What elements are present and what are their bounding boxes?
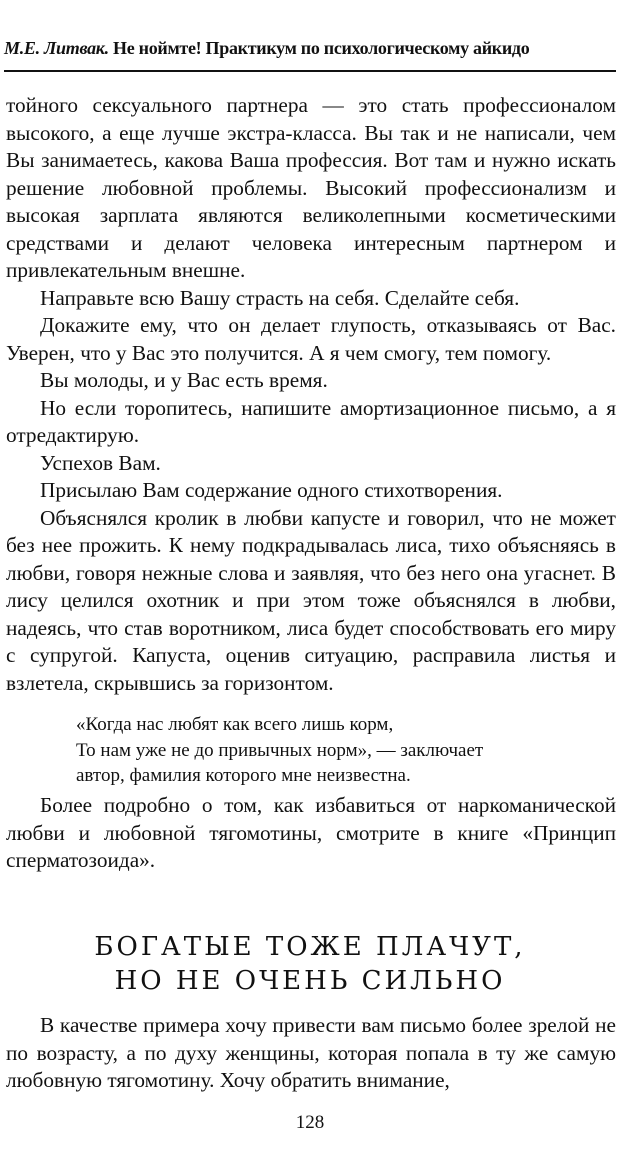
paragraph: Объяснялся кролик в любви капусте и говорил, что не может без нее прожить. К нему подкрадывалась лиса, тихо объясняясь в любви, говоря нежные слова и заявляя, что без него она угаснет. В лису целился охотник и при этом тоже объяснялся в любви, надеясь, что став воротником, лиса будет способствовать его миру с супругой. Капуста, оценив ситуацию, расправила листья и взлетела, скрывшись за горизонтом. (6, 505, 616, 695)
paragraph: Вы молоды, и у Вас есть время. (40, 368, 328, 392)
paragraph: Но если торопитесь, напишите амортизационное письмо, а я отредактирую. (6, 395, 616, 447)
after-quote-text (6, 792, 616, 875)
quote-line: То нам уже не до привычных норм», — заключает (76, 739, 484, 761)
poem-quote (76, 712, 596, 789)
header-rule (4, 70, 616, 72)
page-number: 128 (295, 1112, 325, 1133)
section-heading (0, 930, 620, 998)
paragraph: Присылаю Вам содержание одного стихотворения. (40, 478, 503, 502)
paragraph: В качестве примера хочу привести вам письмо более зрелой не по возрасту, а по духу женщины, которая попала в ту же самую любовную тягомотину. Хочу обратить внимание, (6, 1013, 616, 1092)
section-heading-line: НО НЕ ОЧЕНЬ СИЛЬНО (114, 966, 506, 996)
paragraph: Докажите ему, что он делает глупость, отказываясь от Вас. Уверен, что у Вас это получится. А я чем смогу, тем помогу. (6, 313, 616, 365)
running-head (4, 38, 616, 59)
main-text (6, 92, 616, 697)
running-head-author: М.Е. Литвак. (4, 38, 109, 58)
paragraph: Более подробно о том, как избавиться от наркоманической любви и любовной тягомотины, смотрите в книге «Принцип сперматозоида». (6, 793, 616, 872)
quote-line: автор, фамилия которого мне неизвестна. (76, 765, 411, 786)
section-heading-line: БОГАТЫЕ ТОЖЕ ПЛАЧУТ, (94, 932, 526, 962)
paragraph: Направьте всю Вашу страсть на себя. Сделайте себя. (40, 285, 520, 310)
section-text (6, 1012, 616, 1095)
paragraph: Успехов Вам. (40, 450, 161, 475)
running-head-title: Не ноймте! Практикум по психологическому айкидо (113, 38, 530, 58)
paragraph: тойного сексуального партнера — это стать профессионалом высокого, а еще лучше экстра-класса. Вы так и не написали, чем Вы занимаетесь, какова Ваша профессия. Вот там и нужно искать решение любовной проблемы. Высокий профессионализм и высокая зарплата являются великолепными косметическими средствами и делают человека интересным партнером и привлекательным внешне. (6, 93, 616, 282)
quote-line: «Когда нас любят как всего лишь корм, (76, 714, 394, 735)
